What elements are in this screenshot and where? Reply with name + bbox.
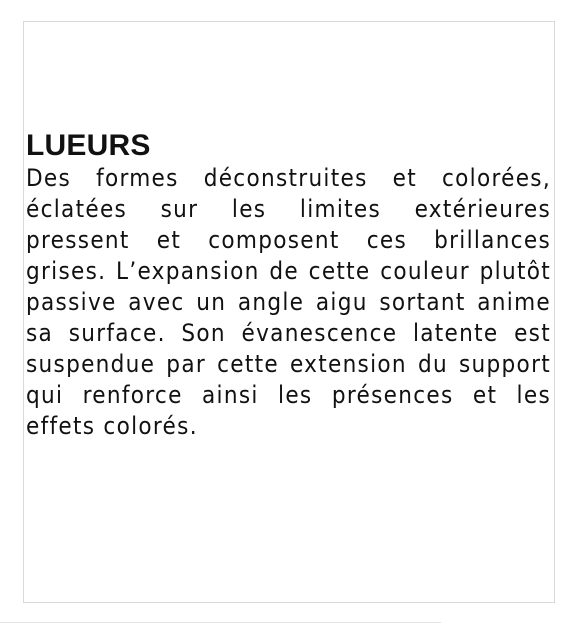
article-title: LUEURS — [26, 129, 151, 162]
article-body: Des formes déconstruites et colorées, éclatées sur les limites extérieures pressent et composent ces brillances grises. L’expansion de cette couleur plutôt passive avec un angle aigu sortant anime sa surface. Son évanescence latente est suspendue par cette extension du support qui renforce ainsi les présences et les effets colorés. — [26, 164, 551, 440]
article-content — [26, 129, 551, 442]
text-panel — [23, 21, 555, 603]
bottom-divider — [0, 622, 441, 623]
